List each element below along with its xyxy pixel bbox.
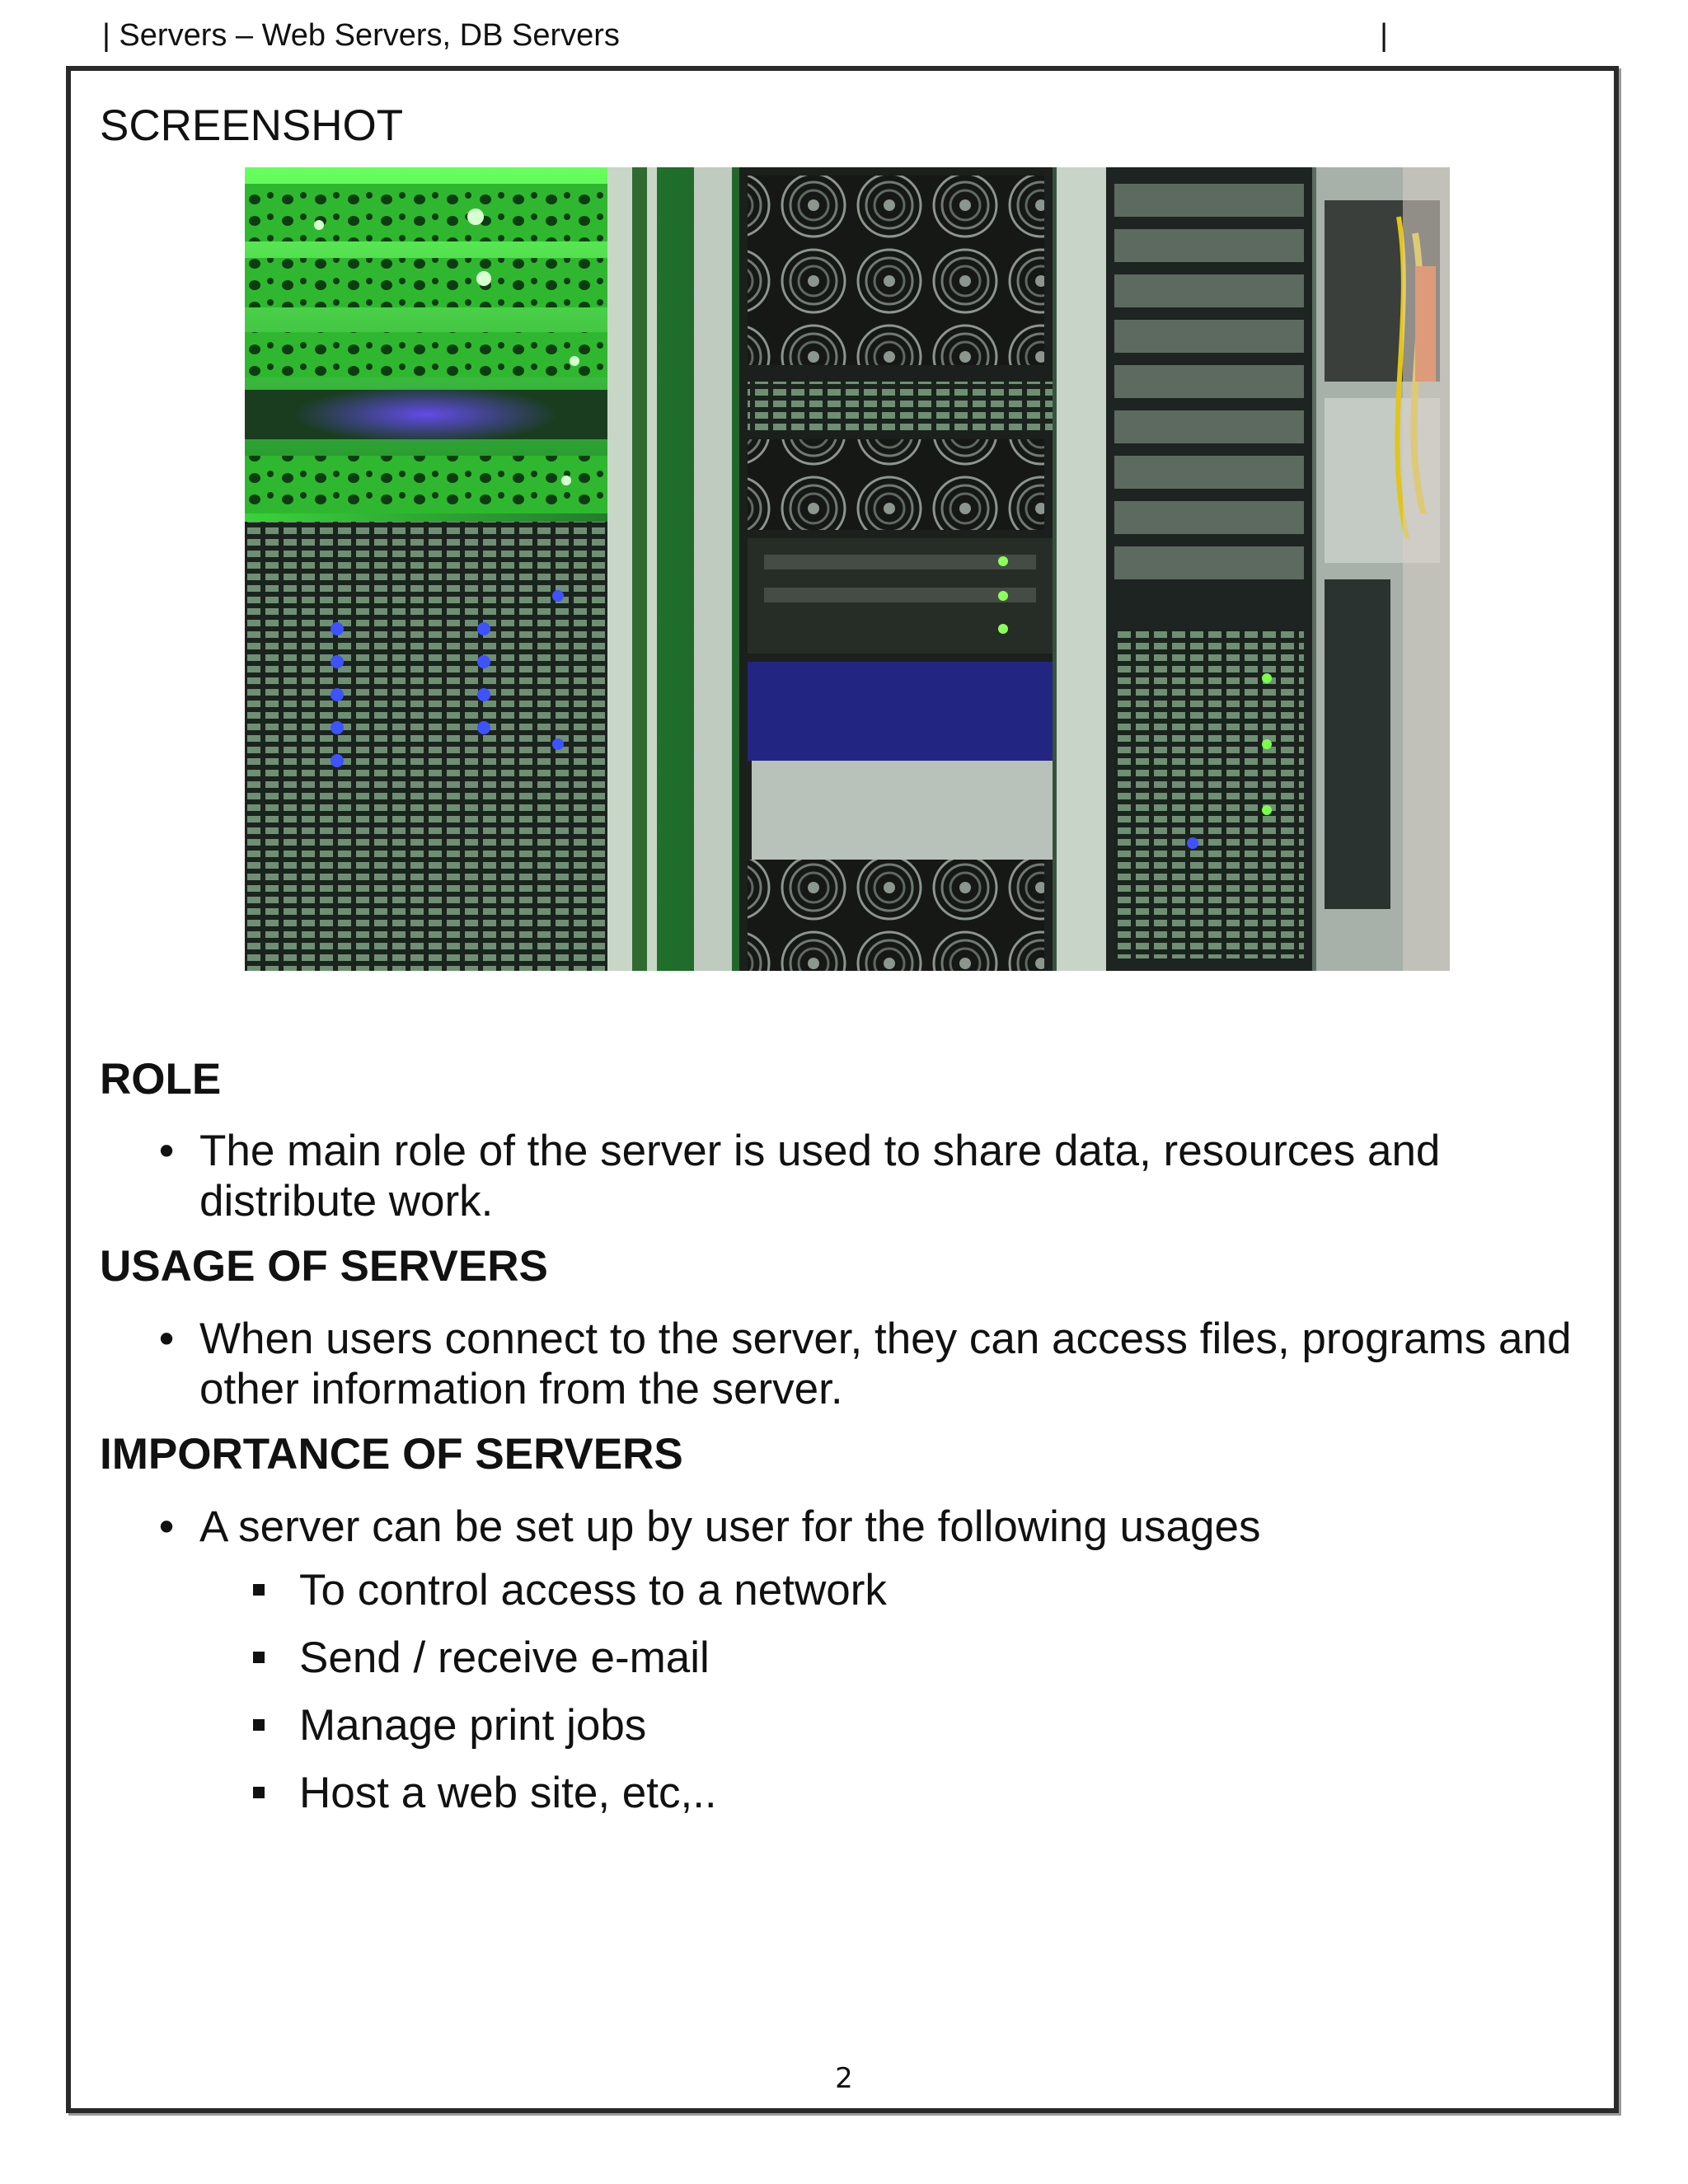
server-rack-photo	[245, 167, 1450, 971]
screenshot-label: SCREENSHOT	[100, 101, 404, 150]
usage-bullet-line-1: When users connect to the server, they can access files, programs and	[199, 1315, 1572, 1363]
square-bullet-icon	[253, 1719, 265, 1731]
square-bullet-icon	[253, 1787, 265, 1798]
usage-bullet-line-2: other information from the server.	[199, 1365, 843, 1413]
role-bullet-line-2: distribute work.	[199, 1177, 494, 1226]
page-number: 2	[835, 2062, 853, 2095]
sub-item-text: Send / receive e-mail	[299, 1633, 710, 1682]
header-title: | Servers – Web Servers, DB Servers	[102, 18, 620, 53]
heading-usage-of-servers: USAGE OF SERVERS	[100, 1242, 548, 1291]
heading-role: ROLE	[100, 1055, 222, 1104]
sub-item-text: To control access to a network	[299, 1566, 887, 1615]
importance-bullet-line-1: A server can be set up by user for the following usages	[199, 1502, 1261, 1551]
square-bullet-icon	[253, 1584, 265, 1596]
bullet-icon: •	[158, 1315, 175, 1363]
running-header	[102, 15, 1388, 56]
heading-importance-of-servers: IMPORTANCE OF SERVERS	[100, 1430, 683, 1479]
server-rack-photo-icon	[245, 167, 1450, 971]
header-separator: |	[1380, 18, 1388, 53]
bullet-icon: •	[158, 1127, 175, 1175]
sub-item-text: Host a web site, etc,..	[299, 1769, 717, 1817]
role-bullet-line-1: The main role of the server is used to share data, resources and	[199, 1127, 1441, 1175]
bullet-icon: •	[158, 1502, 175, 1551]
sub-item-text: Manage print jobs	[299, 1701, 647, 1750]
square-bullet-icon	[253, 1652, 265, 1663]
